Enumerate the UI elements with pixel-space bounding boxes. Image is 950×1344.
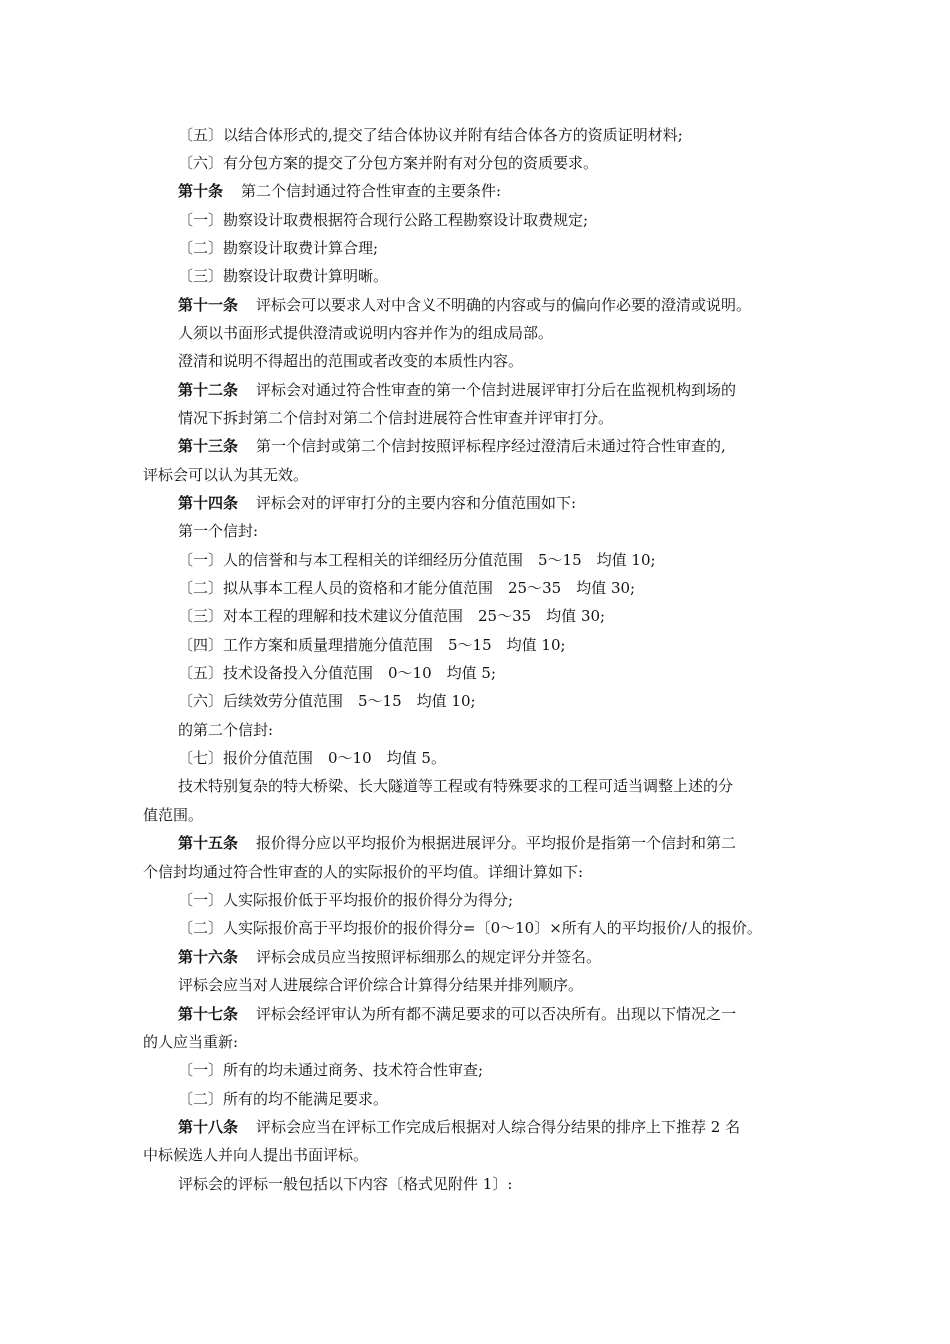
text-line: 〔二〕勘察设计取费计算合理; (178, 239, 379, 257)
article-heading: 第十三条 (178, 437, 239, 455)
text-line: 澄清和说明不得超出的范围或者改变的本质性内容。 (178, 352, 524, 370)
text-line: 〔四〕工作方案和质量理措施分值范围 5～15 均值 10; (178, 636, 566, 654)
article-heading: 第十一条 (178, 296, 239, 314)
text-line: 〔二〕所有的均不能满足要求。 (178, 1090, 389, 1108)
text-line: 个信封均通过符合性审查的人的实际报价的平均值。详细计算如下: (143, 863, 584, 881)
text-line: 中标候选人并向人提出书面评标。 (143, 1146, 369, 1164)
text-line: 评标会应当对人进展综合评价综合计算得分结果并排列顺序。 (178, 976, 584, 994)
text-line: 〔五〕技术设备投入分值范围 0～10 均值 5; (178, 664, 496, 682)
article-heading: 第十四条 (178, 494, 239, 512)
text-line: 值范围。 (143, 806, 204, 824)
text-line: 的人应当重新: (143, 1033, 239, 1051)
text-line: 〔二〕人实际报价高于平均报价的报价得分=〔0～10〕×所有人的平均报价/人的报价。 (178, 919, 762, 937)
article-line: 第十八条 评标会应当在评标工作完成后根据对人综合得分结果的排序上下推荐 2 名 (178, 1118, 741, 1136)
text-line: 第一个信封: (178, 522, 259, 540)
text-line: 〔七〕报价分值范围 0～10 均值 5。 (178, 749, 446, 767)
text-line: 〔二〕拟从事本工程人员的资格和才能分值范围 25～35 均值 30; (178, 579, 636, 597)
text-line: 〔三〕勘察设计取费计算明晰。 (178, 267, 389, 285)
text-line: 评标会的评标一般包括以下内容〔格式见附件 1〕: (178, 1175, 513, 1193)
text-line: 情况下拆封第二个信封对第二个信封进展符合性审查并评审打分。 (178, 409, 614, 427)
article-heading: 第十二条 (178, 381, 239, 399)
article-line: 第十六条 评标会成员应当按照评标细那么的规定评分并签名。 (178, 948, 602, 966)
text-line: 评标会可以认为其无效。 (143, 466, 309, 484)
text-line: 〔一〕勘察设计取费根据符合现行公路工程勘察设计取费规定; (178, 211, 589, 229)
article-line: 第十三条 第一个信封或第二个信封按照评标程序经过澄清后未通过符合性审查的, (178, 437, 726, 455)
text-line: 〔五〕以结合体形式的,提交了结合体协议并附有结合体各方的资质证明材料; (178, 126, 683, 144)
text-line: 技术特别复杂的特大桥梁、长大隧道等工程或有特殊要求的工程可适当调整上述的分 (178, 777, 734, 795)
text-line: 〔六〕后续效劳分值范围 5～15 均值 10; (178, 692, 476, 710)
text-line: 人须以书面形式提供澄清或说明内容并作为的组成局部。 (178, 324, 554, 342)
article-heading: 第十条 (178, 182, 224, 200)
text-line: 〔一〕人实际报价低于平均报价的报价得分为得分; (178, 891, 514, 909)
article-heading: 第十五条 (178, 834, 239, 852)
article-line: 第十七条 评标会经评审认为所有都不满足要求的可以否决所有。出现以下情况之一 (178, 1005, 737, 1023)
article-heading: 第十六条 (178, 948, 239, 966)
text-line: 〔一〕人的信誉和与本工程相关的详细经历分值范围 5～15 均值 10; (178, 551, 656, 569)
article-line: 第十条 第二个信封通过符合性审查的主要条件: (178, 182, 502, 200)
article-line: 第十四条 评标会对的评审打分的主要内容和分值范围如下: (178, 494, 577, 512)
article-line: 第十一条 评标会可以要求人对中含义不明确的内容或与的偏向作必要的澄清或说明。 (178, 296, 752, 314)
text-line: 〔六〕有分包方案的提交了分包方案并附有对分包的资质要求。 (178, 154, 599, 172)
article-heading: 第十七条 (178, 1005, 239, 1023)
article-line: 第十五条 报价得分应以平均报价为根据进展评分。平均报价是指第一个信封和第二 (178, 834, 737, 852)
text-line: 〔一〕所有的均未通过商务、技术符合性审查; (178, 1061, 484, 1079)
article-line: 第十二条 评标会对通过符合性审查的第一个信封进展评审打分后在监视机构到场的 (178, 381, 737, 399)
text-line: 〔三〕对本工程的理解和技术建议分值范围 25～35 均值 30; (178, 607, 606, 625)
article-heading: 第十八条 (178, 1118, 239, 1136)
text-line: 的第二个信封: (178, 721, 274, 739)
